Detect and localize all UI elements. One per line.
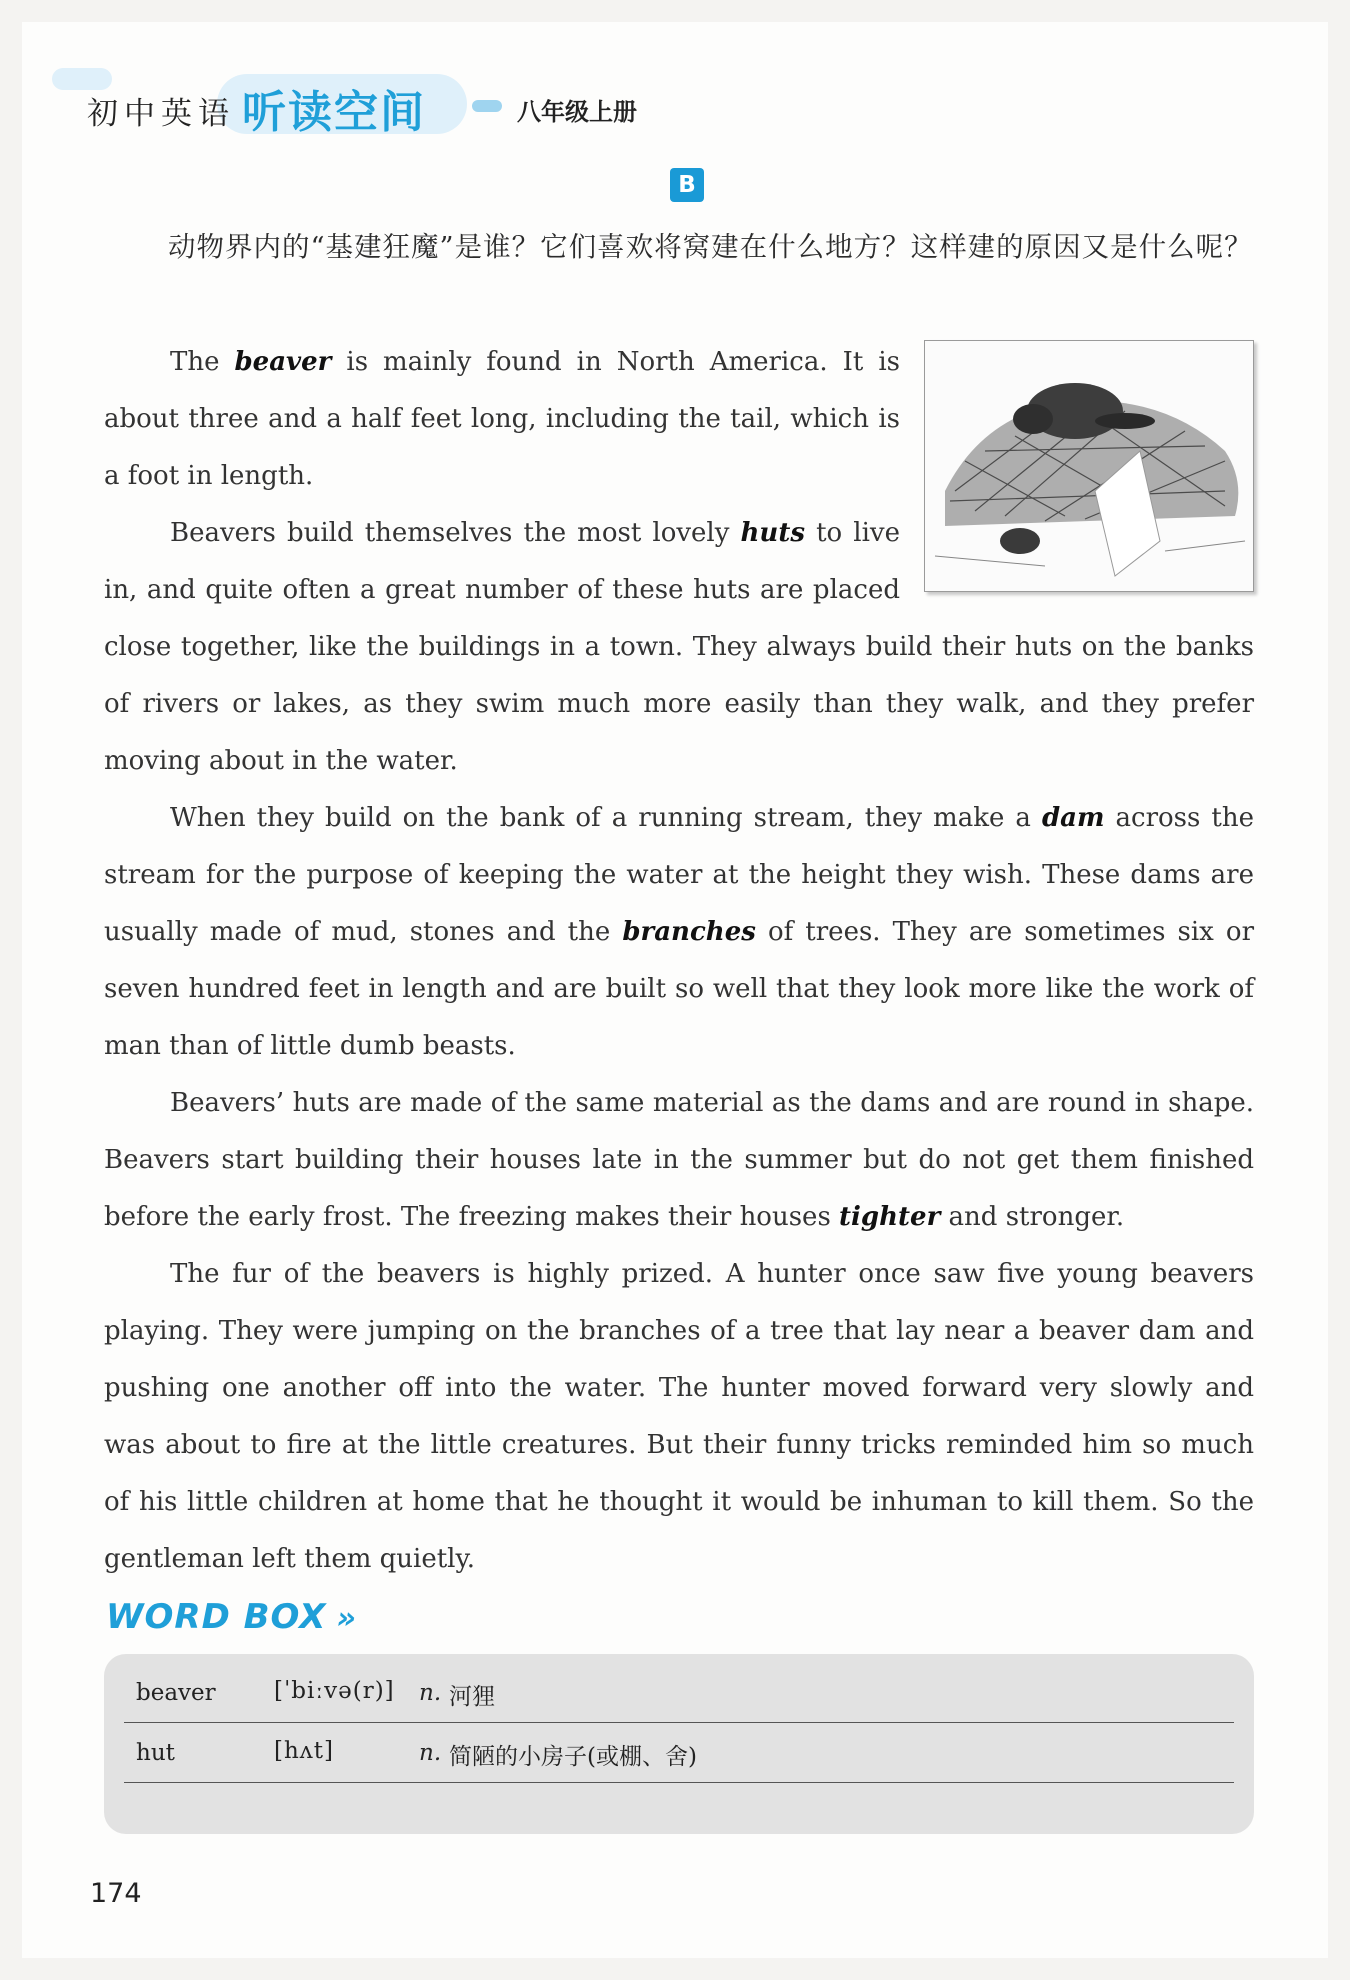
paragraph-text: Beavers’ huts are made of the same material as the dams and are round in shape. Beavers start building their houses late in the summer but do not get them finished before the early frost. The freezing makes their houses bbox=[104, 1088, 1254, 1232]
paragraph-text: across the stream for the purpose of keeping the water at the height they wish. These dams are usually made of mud, stones and the bbox=[104, 803, 1254, 947]
word-box-entry bbox=[124, 1722, 1234, 1783]
grade-label: 八年级上册 bbox=[517, 98, 637, 126]
paragraph-text: of trees. They are sometimes six or seven hundred feet in length and are built so well that they look more like the work of man than of little dumb beasts. bbox=[104, 917, 1254, 1061]
passage-paragraph bbox=[104, 1246, 1254, 1588]
paragraph-text: When they build on the bank of a running stream, they make a bbox=[170, 803, 1042, 833]
key-word: tighter bbox=[839, 1202, 941, 1232]
key-word: branches bbox=[622, 917, 756, 947]
section-badge: B bbox=[670, 168, 704, 202]
key-word: huts bbox=[740, 518, 805, 548]
chinese-intro-question: 动物界内的“基建狂魔”是谁？它们喜欢将窝建在什么地方？这样建的原因又是什么呢？ bbox=[168, 231, 1253, 263]
header-dot-decoration bbox=[472, 100, 502, 112]
word-box bbox=[104, 1654, 1254, 1834]
word-box-label: WORD BOX bbox=[106, 1597, 327, 1637]
paragraph-text: The fur of the beavers is highly prized. A hunter once saw five young beavers playing. They were jumping on the branches of a tree that lay near a beaver dam and pushing one another off into the water. The hunter moved forward very slowly and was about to fire at the little creatures. But their funny tricks reminded him so much of his little children at home that he thought it would be inhuman to kill them. So the gentleman left them quietly. bbox=[104, 1259, 1254, 1574]
entry-phonetic: [hʌt] bbox=[274, 1738, 334, 1764]
word-box-title bbox=[106, 1597, 357, 1637]
beaver-illustration bbox=[924, 340, 1254, 592]
reading-passage bbox=[104, 334, 1254, 1588]
entry-part-of-speech: n. bbox=[419, 1740, 442, 1766]
paragraph-text: The bbox=[170, 347, 235, 377]
page-number: 174 bbox=[90, 1878, 142, 1909]
paragraph-text: and stronger. bbox=[940, 1202, 1125, 1232]
entry-part-of-speech: n. bbox=[419, 1680, 442, 1706]
series-logo: 听读空间 bbox=[242, 87, 426, 138]
entry-phonetic: [ˈbiːvə(r)] bbox=[274, 1678, 395, 1704]
chevron-right-icon: » bbox=[336, 1601, 357, 1636]
passage-paragraph bbox=[104, 790, 1254, 1075]
series-title: 初中英语 bbox=[87, 96, 235, 132]
beaver-drawing bbox=[925, 341, 1253, 591]
entry-word: hut bbox=[136, 1740, 175, 1766]
entry-word: beaver bbox=[136, 1680, 216, 1706]
paragraph-text: to live in, and quite often a great number of these huts are placed close together, like the buildings in a town. They always build their huts on the banks of rivers or lakes, as they swim much more easily than they walk, and they prefer moving about in the water. bbox=[104, 518, 1254, 776]
header-cloud-decoration bbox=[52, 68, 112, 90]
paragraph-text: is mainly found in North America. It is about three and a half feet long, including the tail, which is a foot in length. bbox=[104, 347, 900, 491]
passage-paragraph bbox=[104, 1075, 1254, 1246]
book-page bbox=[22, 22, 1328, 1958]
key-word: dam bbox=[1041, 803, 1105, 833]
word-box-entry bbox=[124, 1662, 1234, 1723]
page-header bbox=[52, 50, 952, 140]
key-word: beaver bbox=[234, 347, 332, 377]
paragraph-text: Beavers build themselves the most lovely bbox=[170, 518, 741, 548]
entry-definition: 河狸 bbox=[449, 1684, 495, 1710]
entry-definition: 简陋的小房子(或棚、舍) bbox=[449, 1744, 697, 1770]
